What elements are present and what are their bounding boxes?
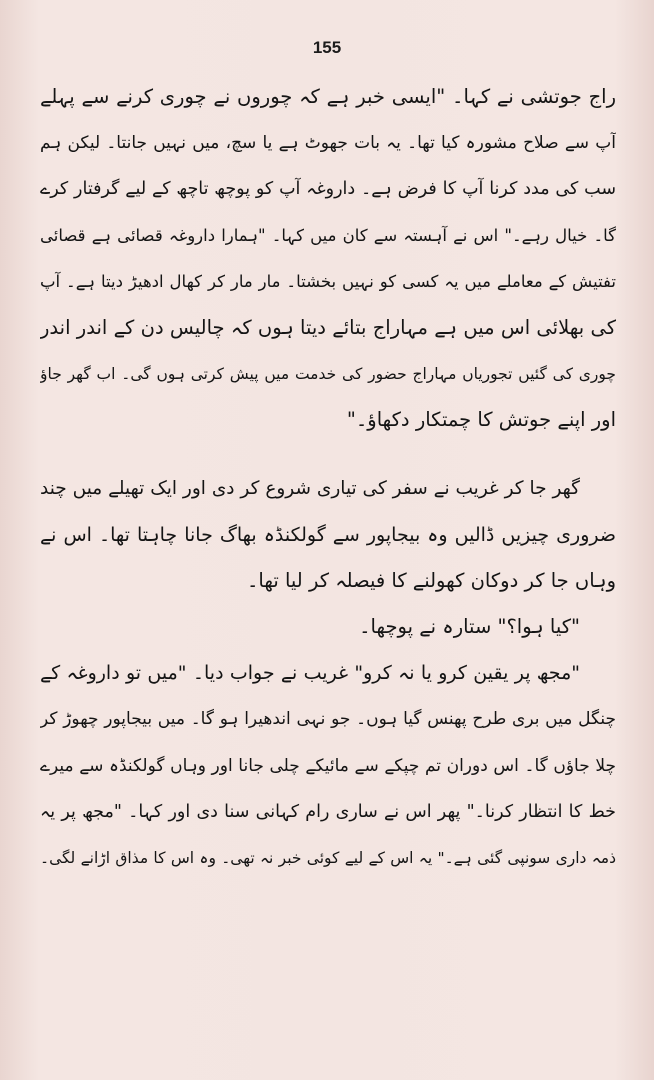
text-line: چلا جاؤں گا۔ اس دوران تم چپکے سے مائیکے چلی جانا اور وہاں گولکنڈہ سے میرے <box>40 755 616 776</box>
text-line: "کیا ہوا؟" ستارہ نے پوچھا۔ <box>359 615 580 639</box>
paragraph <box>40 604 616 650</box>
text-line: چنگل میں بری طرح پھنس گیا ہوں۔ جو نہی اندھیرا ہو گا۔ میں بیجاپور چھوڑ کر <box>40 709 616 730</box>
text-line: کی بھلائی اس میں ہے مہاراج بتائے دیتا ہوں کہ چالیس دن کے اندر اندر <box>40 315 616 339</box>
text-line: وہاں جا کر دوکان کھولنے کا فیصلہ کر لیا تھا۔ <box>247 568 616 592</box>
text-line: خط کا انتظار کرنا۔" پھر اس نے ساری رام کہانی سنا دی اور کہا۔ "مجھ پر یہ <box>40 801 616 822</box>
paragraph-gap <box>40 444 616 466</box>
text-line: گھر جا کر غریب نے سفر کی تیاری شروع کر دی اور ایک تھیلے میں چند <box>40 477 580 499</box>
text-line: اور اپنے جوتش کا چمتکار دکھاؤ۔" <box>346 408 616 432</box>
page-body-text <box>40 74 616 881</box>
text-line: آپ سے صلاح مشورہ کیا تھا۔ یہ بات جھوٹ ہے یا سچ، میں نہیں جانتا۔ لیکن ہم <box>40 133 616 154</box>
text-line: راج جوتشی نے کہا۔ "ایسی خبر ہے کہ چوروں نے چوری کرنے سے پہلے <box>40 85 616 108</box>
text-line: ضروری چیزیں ڈالیں وہ بیجاپور سے گولکنڈہ بھاگ جانا چاہتا تھا۔ اس نے <box>40 523 616 546</box>
text-line: "مجھ پر یقین کرو یا نہ کرو" غریب نے جواب دیا۔ "میں تو داروغہ کے <box>40 662 580 685</box>
text-line: چوری کی گئیں تجوریاں مہاراج حضور کی خدمت میں پیش کرتی ہوں گی۔ اب گھر جاؤ <box>40 365 616 384</box>
text-line: گا۔ خیال رہے۔" اس نے آہستہ سے کان میں کہا۔ "ہمارا داروغہ قصائی ہے قصائی <box>40 225 616 245</box>
page-number: 155 <box>312 38 342 57</box>
paragraph <box>40 650 616 881</box>
paragraph <box>40 466 616 605</box>
text-line: سب کی مدد کرنا آپ کا فرض ہے۔ داروغہ آپ کو پوچھ تاچھ کے لیے گرفتار کرے <box>40 179 616 200</box>
text-line: تفتیش کے معاملے میں یہ کسی کو نہیں بخشتا۔ مار مار کر کھال ادھیڑ دیتا ہے۔ آپ <box>40 271 616 291</box>
text-line: ذمہ داری سونپی گئی ہے۔" یہ اس کے لیے کوئی خبر نہ تھی۔ وہ اس کا مذاق اڑانے لگی۔ <box>40 849 616 867</box>
paragraph <box>40 74 616 444</box>
